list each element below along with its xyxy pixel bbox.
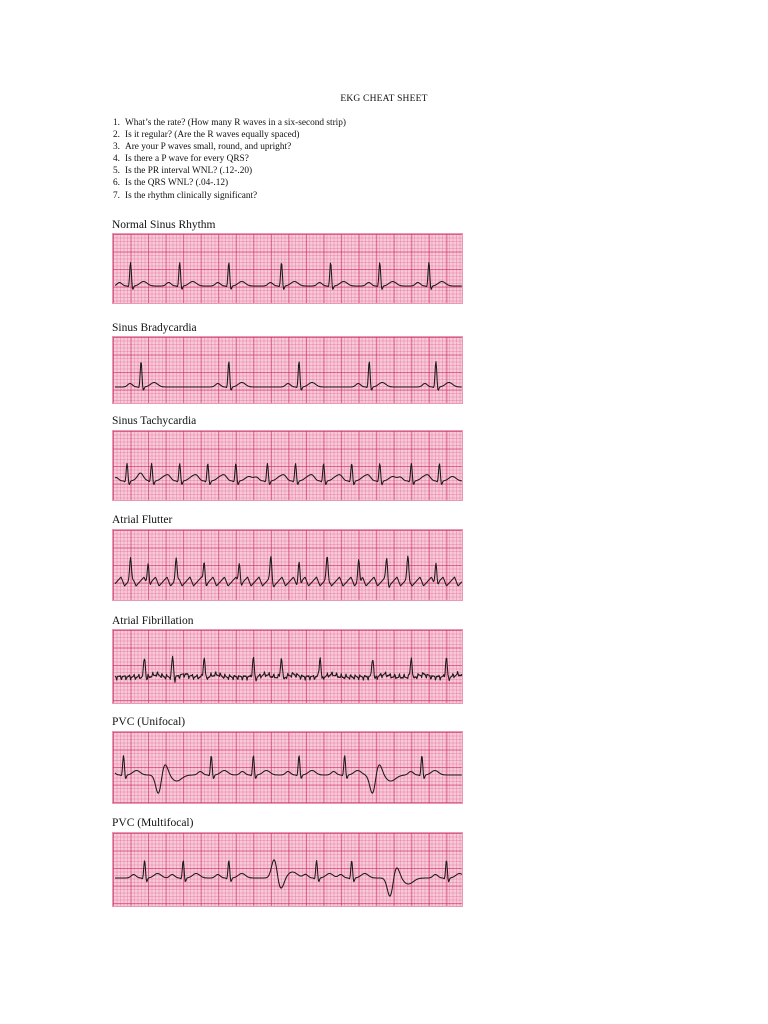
ekg-trace-line [115, 860, 462, 896]
question-list [113, 117, 346, 202]
question-item [113, 165, 346, 177]
question-item [113, 129, 346, 141]
strip-label: Atrial Flutter [112, 514, 173, 526]
question-text: What’s the rate? (How many R waves in a six-second strip) [125, 118, 346, 128]
ekg-trace-svg [113, 732, 464, 805]
question-text: Are your P waves small, round, and upright? [125, 142, 292, 153]
strip-label: Sinus Bradycardia [112, 322, 197, 334]
ekg-strip-pvc-unifocal [112, 731, 463, 804]
question-item [113, 117, 346, 129]
ekg-trace-line [115, 463, 462, 484]
ekg-trace-svg [113, 630, 464, 705]
question-item [113, 177, 346, 189]
ekg-strip-atrial-fibrillation [112, 629, 463, 704]
ekg-trace-line [115, 656, 462, 682]
strip-label: Atrial Fibrillation [112, 615, 194, 627]
ekg-trace-svg [113, 431, 464, 502]
question-item [113, 141, 346, 153]
strip-label: Sinus Tachycardia [112, 415, 197, 427]
question-text: Is the PR interval WNL? (.12-.20) [125, 166, 253, 177]
question-number: 5. [113, 166, 120, 177]
question-text: Is the QRS WNL? (.04-.12) [125, 178, 229, 189]
ekg-trace-svg [113, 833, 464, 908]
question-text: Is there a P wave for every QRS? [125, 154, 249, 165]
question-item [113, 153, 346, 165]
ekg-trace-line [115, 362, 462, 391]
ekg-trace-svg [113, 337, 464, 405]
question-number: 1. [113, 118, 120, 128]
ekg-trace-line [115, 556, 462, 587]
ekg-strip-atrial-flutter [112, 529, 463, 601]
ekg-trace-line [115, 263, 462, 290]
question-text: Is it regular? (Are the R waves equally spaced) [125, 130, 300, 141]
question-text: Is the rhythm clinically significant? [125, 190, 258, 201]
question-number: 7. [113, 190, 120, 201]
question-number: 2. [113, 130, 120, 141]
strip-label: PVC (Unifocal) [112, 716, 186, 728]
ekg-strip-normal-sinus [112, 233, 463, 304]
strip-label: PVC (Multifocal) [112, 817, 194, 829]
question-item [113, 190, 346, 202]
question-number: 6. [113, 178, 120, 189]
ekg-trace-svg [113, 530, 464, 602]
ekg-strip-sinus-tachycardia [112, 430, 463, 501]
ekg-trace-line [115, 756, 462, 794]
strip-label: Normal Sinus Rhythm [112, 219, 216, 231]
ekg-strip-sinus-bradycardia [112, 336, 463, 404]
question-number: 4. [113, 154, 120, 165]
ekg-trace-svg [113, 234, 464, 305]
question-number: 3. [113, 142, 120, 153]
document-title: EKG CHEAT SHEET [340, 94, 428, 104]
ekg-strip-pvc-multifocal [112, 832, 463, 907]
